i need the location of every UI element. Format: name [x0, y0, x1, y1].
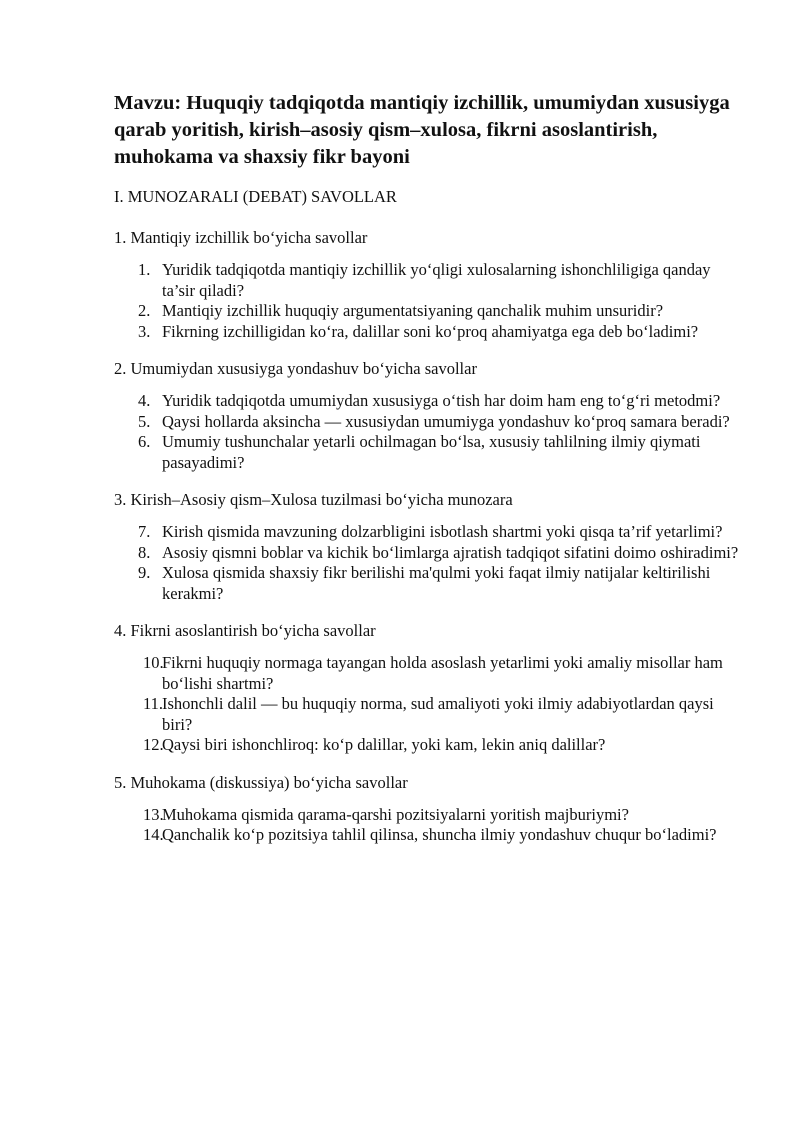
question-number: 10.: [143, 653, 164, 672]
question-list: [114, 522, 744, 604]
question-number: 1.: [138, 260, 151, 279]
question-text: Ishonchli dalil — bu huquqiy norma, sud amaliyoti yoki ilmiy adabiyotlardan qaysi biri?: [162, 694, 714, 734]
document-page: [114, 90, 744, 862]
question-text: Fikrni huquqiy normaga tayangan holda asoslash yetarlimi yoki amaliy misollar ham bo‘lishi shartmi?: [162, 653, 723, 693]
list-item: [114, 322, 744, 343]
question-number: 11.: [143, 694, 164, 713]
list-item: [114, 260, 744, 301]
group-heading: 1. Mantiqiy izchillik bo‘yicha savollar: [114, 228, 368, 247]
list-item: [114, 653, 744, 694]
document-title: Mavzu: Huquqiy tadqiqotda mantiqiy izchillik, umumiydan xususiyga qarab yoritish, kirish–asosiy qism–xulosa, fikrni asoslantirish, muhokama va shaxsiy fikr bayoni: [114, 92, 730, 168]
question-list: [114, 653, 744, 756]
question-text: Yuridik tadqiqotda mantiqiy izchillik yo‘qligi xulosalarning ishonchliligiga qanday ta’sir qiladi?: [162, 260, 711, 300]
list-item: [114, 432, 744, 473]
list-item: [114, 301, 744, 322]
question-number: 9.: [138, 563, 151, 582]
question-text: Qaysi hollarda aksincha — xususiydan umumiyga yondashuv ko‘proq samara beradi?: [162, 411, 730, 431]
list-item: [114, 522, 744, 543]
question-list: [114, 805, 744, 846]
question-list: [114, 391, 744, 473]
group-heading: 3. Kirish–Asosiy qism–Xulosa tuzilmasi bo‘yicha munozara: [114, 490, 513, 509]
question-groups: [114, 227, 744, 846]
list-item: [114, 563, 744, 604]
question-text: Asosiy qismni boblar va kichik bo‘limlarga ajratish tadqiqot sifatini doimo oshiradimi?: [162, 542, 739, 562]
question-text: Qanchalik ko‘p pozitsiya tahlil qilinsa, shuncha ilmiy yondashuv chuqur bo‘ladimi?: [162, 825, 717, 844]
group-heading: 2. Umumiydan xususiyga yondashuv bo‘yicha savollar: [114, 359, 477, 378]
question-number: 7.: [138, 522, 151, 541]
group-heading: 4. Fikrni asoslantirish bo‘yicha savollar: [114, 621, 376, 640]
question-number: 3.: [138, 321, 151, 341]
question-number: 6.: [138, 432, 151, 451]
question-number: 14.: [143, 825, 164, 844]
question-text: Mantiqiy izchillik huquqiy argumentatsiyaning qanchalik muhim unsuridir?: [162, 301, 664, 320]
question-number: 12.: [143, 735, 164, 754]
question-number: 13.: [143, 804, 164, 824]
question-number: 2.: [138, 301, 151, 320]
question-text: Qaysi biri ishonchliroq: ko‘p dalillar, yoki kam, lekin aniq dalillar?: [162, 735, 606, 754]
question-text: Muhokama qismida qarama-qarshi pozitsiyalarni yoritish majburiymi?: [162, 804, 629, 824]
section-heading: I. MUNOZARALI (DEBAT) SAVOLLAR: [114, 187, 397, 206]
question-number: 4.: [138, 391, 151, 410]
list-item: [114, 805, 744, 826]
list-item: [114, 825, 744, 846]
list-item: [114, 412, 744, 433]
question-text: Fikrning izchilligidan ko‘ra, dalillar soni ko‘proq ahamiyatga ega deb bo‘ladimi?: [162, 321, 699, 341]
list-item: [114, 543, 744, 564]
question-text: Xulosa qismida shaxsiy fikr berilishi ma'qulmi yoki faqat ilmiy natijalar keltirilishi kerakmi?: [162, 563, 711, 603]
question-text: Kirish qismida mavzuning dolzarbligini isbotlash shartmi yoki qisqa ta’rif yetarlimi?: [162, 522, 723, 541]
list-item: [114, 735, 744, 756]
question-text: Umumiy tushunchalar yetarli ochilmagan bo‘lsa, xususiy tahlilning ilmiy qiymati pasayadimi?: [162, 432, 701, 472]
question-text: Yuridik tadqiqotda umumiydan xususiyga o‘tish har doim ham eng to‘g‘ri metodmi?: [162, 391, 721, 410]
question-list: [114, 260, 744, 342]
group-heading: 5. Muhokama (diskussiya) bo‘yicha savollar: [114, 772, 408, 792]
list-item: [114, 694, 744, 735]
question-number: 5.: [138, 411, 151, 431]
question-number: 8.: [138, 542, 151, 562]
list-item: [114, 391, 744, 412]
